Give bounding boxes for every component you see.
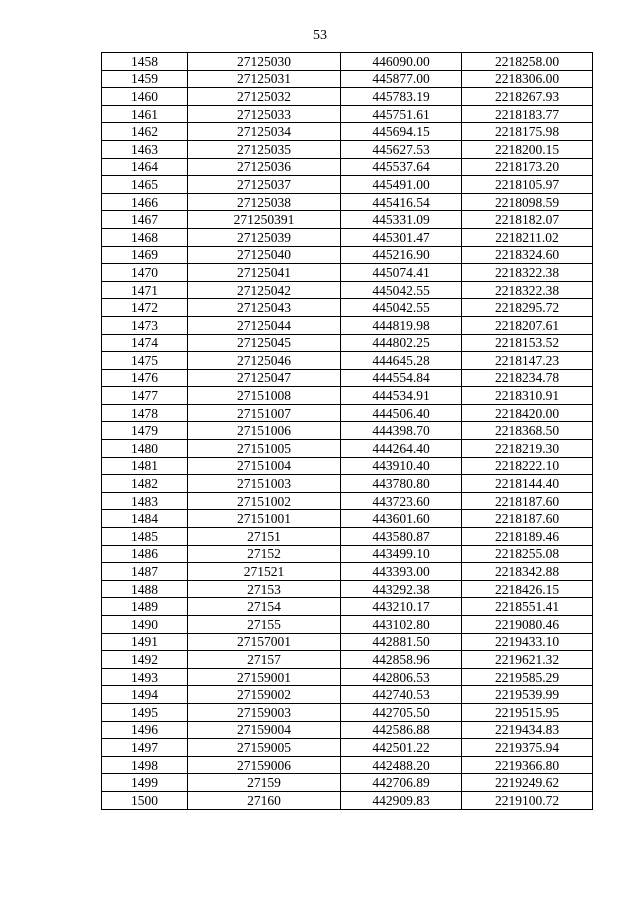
point-id-cell: 271521 <box>188 563 341 581</box>
y-coordinate-cell: 2218173.20 <box>462 158 593 176</box>
x-coordinate-cell: 443102.80 <box>341 616 462 634</box>
table-row <box>102 756 593 774</box>
x-coordinate-cell: 443910.40 <box>341 457 462 475</box>
row-number-cell: 1460 <box>102 88 188 106</box>
row-number-cell: 1468 <box>102 228 188 246</box>
x-coordinate-cell: 445491.00 <box>341 176 462 194</box>
y-coordinate-cell: 2219249.62 <box>462 774 593 792</box>
table-row <box>102 580 593 598</box>
table-row <box>102 264 593 282</box>
x-coordinate-cell: 442858.96 <box>341 651 462 669</box>
table-row <box>102 563 593 581</box>
x-coordinate-cell: 445694.15 <box>341 123 462 141</box>
table-row <box>102 70 593 88</box>
row-number-cell: 1494 <box>102 686 188 704</box>
point-id-cell: 27125038 <box>188 193 341 211</box>
row-number-cell: 1472 <box>102 299 188 317</box>
y-coordinate-cell: 2218267.93 <box>462 88 593 106</box>
y-coordinate-cell: 2218144.40 <box>462 475 593 493</box>
y-coordinate-cell: 2219100.72 <box>462 791 593 809</box>
table-row <box>102 334 593 352</box>
x-coordinate-cell: 442488.20 <box>341 756 462 774</box>
table-row <box>102 352 593 370</box>
point-id-cell: 27151006 <box>188 422 341 440</box>
x-coordinate-cell: 444802.25 <box>341 334 462 352</box>
point-id-cell: 27151001 <box>188 510 341 528</box>
table-row <box>102 633 593 651</box>
point-id-cell: 27151007 <box>188 404 341 422</box>
table-row <box>102 616 593 634</box>
row-number-cell: 1465 <box>102 176 188 194</box>
row-number-cell: 1458 <box>102 53 188 71</box>
row-number-cell: 1487 <box>102 563 188 581</box>
point-id-cell: 27125047 <box>188 369 341 387</box>
point-id-cell: 27125032 <box>188 88 341 106</box>
x-coordinate-cell: 444819.98 <box>341 316 462 334</box>
row-number-cell: 1486 <box>102 545 188 563</box>
point-id-cell: 27151 <box>188 528 341 546</box>
y-coordinate-cell: 2218147.23 <box>462 352 593 370</box>
row-number-cell: 1463 <box>102 140 188 158</box>
x-coordinate-cell: 445331.09 <box>341 211 462 229</box>
row-number-cell: 1497 <box>102 739 188 757</box>
point-id-cell: 27125043 <box>188 299 341 317</box>
row-number-cell: 1490 <box>102 616 188 634</box>
row-number-cell: 1483 <box>102 492 188 510</box>
y-coordinate-cell: 2218207.61 <box>462 316 593 334</box>
row-number-cell: 1481 <box>102 457 188 475</box>
row-number-cell: 1476 <box>102 369 188 387</box>
row-number-cell: 1473 <box>102 316 188 334</box>
y-coordinate-cell: 2219621.32 <box>462 651 593 669</box>
table-row <box>102 457 593 475</box>
table-row <box>102 246 593 264</box>
y-coordinate-cell: 2219375.94 <box>462 739 593 757</box>
table-row <box>102 791 593 809</box>
table-row <box>102 598 593 616</box>
table-row <box>102 703 593 721</box>
row-number-cell: 1464 <box>102 158 188 176</box>
point-id-cell: 27125046 <box>188 352 341 370</box>
table-row <box>102 528 593 546</box>
table-row <box>102 211 593 229</box>
coordinates-table-body <box>102 53 593 810</box>
y-coordinate-cell: 2218258.00 <box>462 53 593 71</box>
x-coordinate-cell: 445627.53 <box>341 140 462 158</box>
point-id-cell: 27159004 <box>188 721 341 739</box>
x-coordinate-cell: 443292.38 <box>341 580 462 598</box>
point-id-cell: 27160 <box>188 791 341 809</box>
point-id-cell: 27159 <box>188 774 341 792</box>
y-coordinate-cell: 2219539.99 <box>462 686 593 704</box>
y-coordinate-cell: 2218255.08 <box>462 545 593 563</box>
y-coordinate-cell: 2218153.52 <box>462 334 593 352</box>
point-id-cell: 27151003 <box>188 475 341 493</box>
table-row <box>102 88 593 106</box>
y-coordinate-cell: 2218175.98 <box>462 123 593 141</box>
y-coordinate-cell: 2218324.60 <box>462 246 593 264</box>
x-coordinate-cell: 442909.83 <box>341 791 462 809</box>
x-coordinate-cell: 442806.53 <box>341 668 462 686</box>
row-number-cell: 1499 <box>102 774 188 792</box>
x-coordinate-cell: 445751.61 <box>341 105 462 123</box>
table-row <box>102 53 593 71</box>
point-id-cell: 27125039 <box>188 228 341 246</box>
point-id-cell: 27125033 <box>188 105 341 123</box>
row-number-cell: 1482 <box>102 475 188 493</box>
y-coordinate-cell: 2219366.80 <box>462 756 593 774</box>
row-number-cell: 1485 <box>102 528 188 546</box>
table-row <box>102 193 593 211</box>
y-coordinate-cell: 2218306.00 <box>462 70 593 88</box>
y-coordinate-cell: 2219585.29 <box>462 668 593 686</box>
row-number-cell: 1471 <box>102 281 188 299</box>
x-coordinate-cell: 442501.22 <box>341 739 462 757</box>
x-coordinate-cell: 442740.53 <box>341 686 462 704</box>
row-number-cell: 1491 <box>102 633 188 651</box>
row-number-cell: 1467 <box>102 211 188 229</box>
x-coordinate-cell: 444264.40 <box>341 440 462 458</box>
row-number-cell: 1459 <box>102 70 188 88</box>
table-row <box>102 721 593 739</box>
row-number-cell: 1474 <box>102 334 188 352</box>
point-id-cell: 27159003 <box>188 703 341 721</box>
row-number-cell: 1462 <box>102 123 188 141</box>
table-row <box>102 510 593 528</box>
x-coordinate-cell: 442586.88 <box>341 721 462 739</box>
x-coordinate-cell: 442705.50 <box>341 703 462 721</box>
x-coordinate-cell: 443393.00 <box>341 563 462 581</box>
row-number-cell: 1492 <box>102 651 188 669</box>
point-id-cell: 27151002 <box>188 492 341 510</box>
row-number-cell: 1475 <box>102 352 188 370</box>
x-coordinate-cell: 445877.00 <box>341 70 462 88</box>
table-row <box>102 123 593 141</box>
page-number: 53 <box>313 28 327 43</box>
y-coordinate-cell: 2218200.15 <box>462 140 593 158</box>
row-number-cell: 1469 <box>102 246 188 264</box>
point-id-cell: 27125035 <box>188 140 341 158</box>
table-row <box>102 739 593 757</box>
point-id-cell: 27155 <box>188 616 341 634</box>
table-row <box>102 545 593 563</box>
table-row <box>102 158 593 176</box>
x-coordinate-cell: 442881.50 <box>341 633 462 651</box>
x-coordinate-cell: 444645.28 <box>341 352 462 370</box>
row-number-cell: 1493 <box>102 668 188 686</box>
x-coordinate-cell: 444554.84 <box>341 369 462 387</box>
x-coordinate-cell: 444534.91 <box>341 387 462 405</box>
table-row <box>102 228 593 246</box>
y-coordinate-cell: 2218551.41 <box>462 598 593 616</box>
x-coordinate-cell: 446090.00 <box>341 53 462 71</box>
point-id-cell: 27125040 <box>188 246 341 264</box>
x-coordinate-cell: 442706.89 <box>341 774 462 792</box>
coordinates-table <box>101 52 593 810</box>
y-coordinate-cell: 2219433.10 <box>462 633 593 651</box>
point-id-cell: 27125034 <box>188 123 341 141</box>
point-id-cell: 27125037 <box>188 176 341 194</box>
y-coordinate-cell: 2218322.38 <box>462 264 593 282</box>
y-coordinate-cell: 2218322.38 <box>462 281 593 299</box>
x-coordinate-cell: 443499.10 <box>341 545 462 563</box>
row-number-cell: 1478 <box>102 404 188 422</box>
point-id-cell: 27125031 <box>188 70 341 88</box>
point-id-cell: 27125041 <box>188 264 341 282</box>
y-coordinate-cell: 2218426.15 <box>462 580 593 598</box>
y-coordinate-cell: 2218105.97 <box>462 176 593 194</box>
point-id-cell: 27152 <box>188 545 341 563</box>
row-number-cell: 1496 <box>102 721 188 739</box>
table-row <box>102 492 593 510</box>
y-coordinate-cell: 2218420.00 <box>462 404 593 422</box>
row-number-cell: 1498 <box>102 756 188 774</box>
table-row <box>102 176 593 194</box>
x-coordinate-cell: 443580.87 <box>341 528 462 546</box>
x-coordinate-cell: 445416.54 <box>341 193 462 211</box>
x-coordinate-cell: 445537.64 <box>341 158 462 176</box>
y-coordinate-cell: 2218342.88 <box>462 563 593 581</box>
y-coordinate-cell: 2218222.10 <box>462 457 593 475</box>
x-coordinate-cell: 445301.47 <box>341 228 462 246</box>
y-coordinate-cell: 2218183.77 <box>462 105 593 123</box>
y-coordinate-cell: 2218187.60 <box>462 492 593 510</box>
x-coordinate-cell: 445042.55 <box>341 299 462 317</box>
y-coordinate-cell: 2219080.46 <box>462 616 593 634</box>
point-id-cell: 27125030 <box>188 53 341 71</box>
x-coordinate-cell: 445216.90 <box>341 246 462 264</box>
point-id-cell: 27153 <box>188 580 341 598</box>
table-row <box>102 316 593 334</box>
row-number-cell: 1479 <box>102 422 188 440</box>
point-id-cell: 27125036 <box>188 158 341 176</box>
table-row <box>102 387 593 405</box>
row-number-cell: 1461 <box>102 105 188 123</box>
point-id-cell: 27159005 <box>188 739 341 757</box>
row-number-cell: 1495 <box>102 703 188 721</box>
point-id-cell: 27151005 <box>188 440 341 458</box>
x-coordinate-cell: 445783.19 <box>341 88 462 106</box>
x-coordinate-cell: 443780.80 <box>341 475 462 493</box>
row-number-cell: 1477 <box>102 387 188 405</box>
y-coordinate-cell: 2218211.02 <box>462 228 593 246</box>
table-row <box>102 404 593 422</box>
table-row <box>102 651 593 669</box>
y-coordinate-cell: 2218187.60 <box>462 510 593 528</box>
row-number-cell: 1470 <box>102 264 188 282</box>
point-id-cell: 27154 <box>188 598 341 616</box>
table-row <box>102 440 593 458</box>
row-number-cell: 1480 <box>102 440 188 458</box>
y-coordinate-cell: 2218310.91 <box>462 387 593 405</box>
point-id-cell: 27125042 <box>188 281 341 299</box>
table-row <box>102 774 593 792</box>
point-id-cell: 27151004 <box>188 457 341 475</box>
y-coordinate-cell: 2218182.07 <box>462 211 593 229</box>
y-coordinate-cell: 2219434.83 <box>462 721 593 739</box>
point-id-cell: 27157001 <box>188 633 341 651</box>
point-id-cell: 27159001 <box>188 668 341 686</box>
table-row <box>102 105 593 123</box>
y-coordinate-cell: 2218098.59 <box>462 193 593 211</box>
y-coordinate-cell: 2218219.30 <box>462 440 593 458</box>
row-number-cell: 1488 <box>102 580 188 598</box>
point-id-cell: 27159002 <box>188 686 341 704</box>
point-id-cell: 271250391 <box>188 211 341 229</box>
x-coordinate-cell: 445042.55 <box>341 281 462 299</box>
point-id-cell: 27157 <box>188 651 341 669</box>
point-id-cell: 27125044 <box>188 316 341 334</box>
x-coordinate-cell: 445074.41 <box>341 264 462 282</box>
point-id-cell: 27151008 <box>188 387 341 405</box>
row-number-cell: 1484 <box>102 510 188 528</box>
x-coordinate-cell: 444398.70 <box>341 422 462 440</box>
x-coordinate-cell: 444506.40 <box>341 404 462 422</box>
table-row <box>102 422 593 440</box>
y-coordinate-cell: 2219515.95 <box>462 703 593 721</box>
row-number-cell: 1500 <box>102 791 188 809</box>
row-number-cell: 1466 <box>102 193 188 211</box>
row-number-cell: 1489 <box>102 598 188 616</box>
y-coordinate-cell: 2218295.72 <box>462 299 593 317</box>
y-coordinate-cell: 2218234.78 <box>462 369 593 387</box>
table-row <box>102 475 593 493</box>
table-row <box>102 369 593 387</box>
table-row <box>102 299 593 317</box>
table-row <box>102 281 593 299</box>
y-coordinate-cell: 2218189.46 <box>462 528 593 546</box>
x-coordinate-cell: 443723.60 <box>341 492 462 510</box>
table-row <box>102 668 593 686</box>
table-row <box>102 140 593 158</box>
table-row <box>102 686 593 704</box>
y-coordinate-cell: 2218368.50 <box>462 422 593 440</box>
point-id-cell: 27159006 <box>188 756 341 774</box>
x-coordinate-cell: 443601.60 <box>341 510 462 528</box>
point-id-cell: 27125045 <box>188 334 341 352</box>
x-coordinate-cell: 443210.17 <box>341 598 462 616</box>
